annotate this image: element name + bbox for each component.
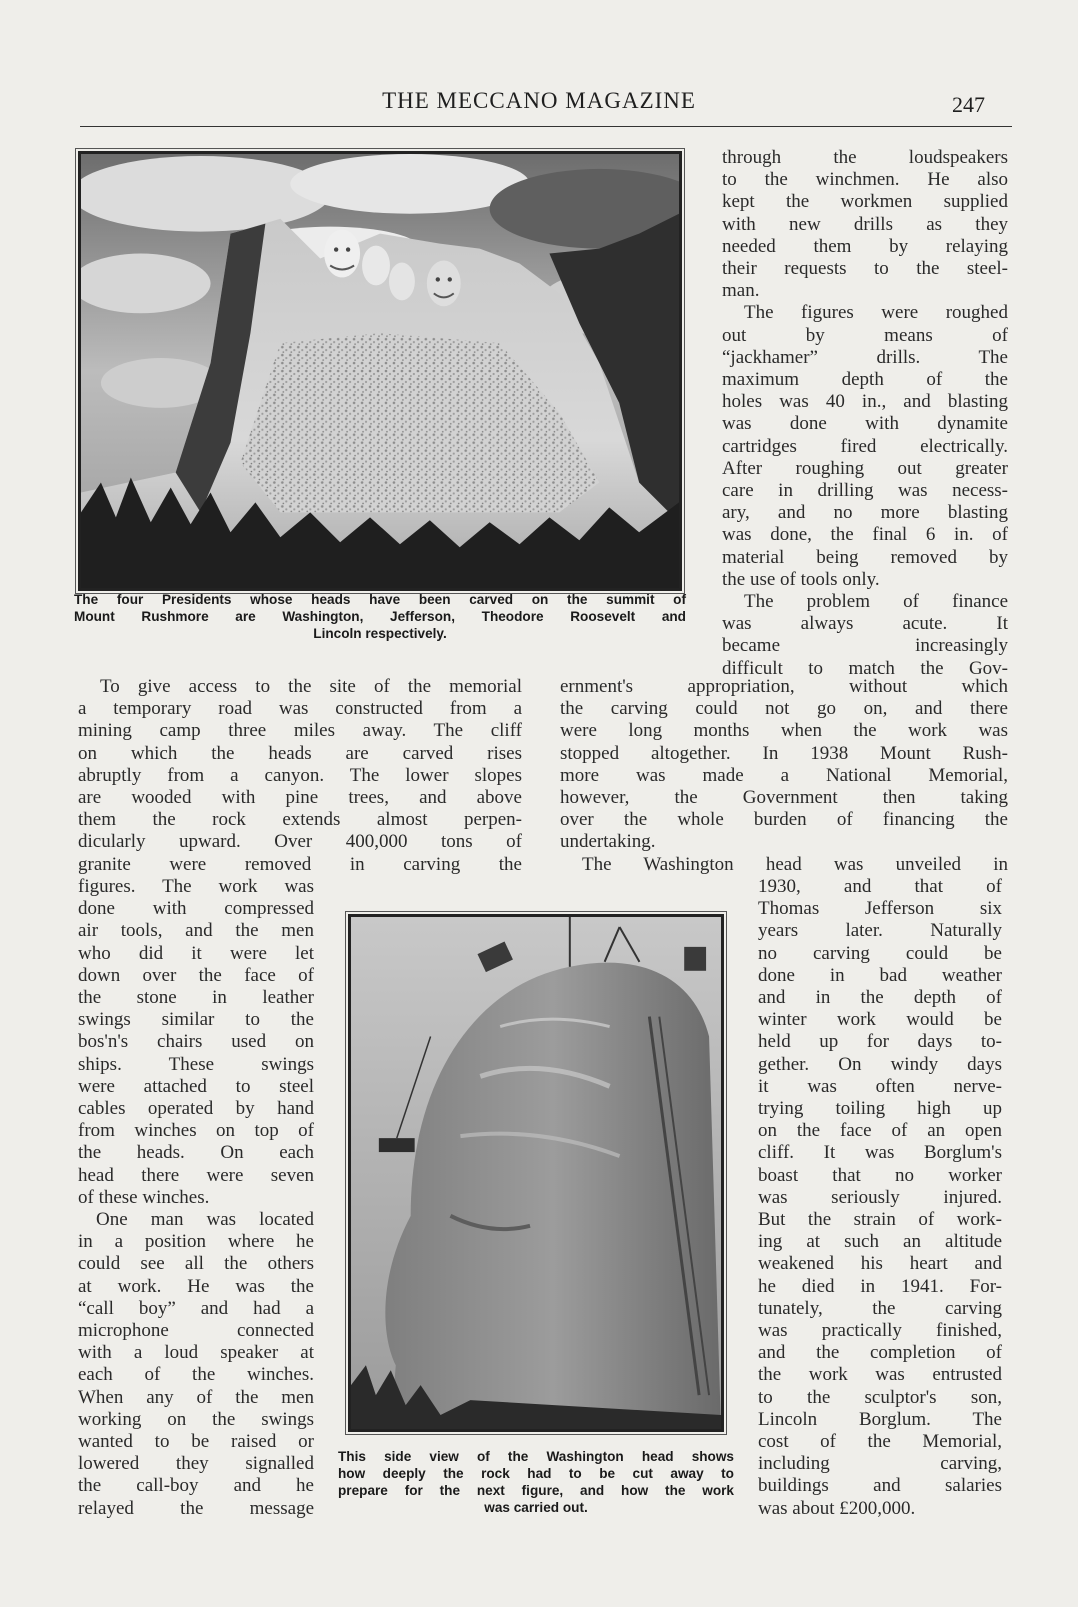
text-line: cables operated by hand — [78, 1098, 314, 1120]
text-line: difficult to match the Gov- — [722, 657, 1008, 679]
text-line: mining camp three miles away. The cliff — [78, 720, 522, 742]
magazine-title: THE MECCANO MAGAZINE — [382, 88, 696, 113]
text-line: 1930, and that of — [758, 876, 1002, 897]
text-line: and in the depth of — [758, 987, 1002, 1009]
text-line: to the sculptor's son, — [758, 1386, 1002, 1408]
caption-line: how deeply the rock had to be cut away to — [338, 1466, 734, 1481]
text-line: The Washington head was unveiled in — [582, 853, 1008, 875]
text-line: maximum depth of the — [722, 369, 1008, 391]
text-line: were long months when the work was — [560, 720, 1008, 742]
text-line: gether. On windy days — [758, 1053, 1002, 1075]
text-line: were attached to steel — [78, 1075, 314, 1097]
text-line: One man was located — [96, 1209, 314, 1231]
text-line: the stone in leather — [78, 987, 314, 1009]
text-line: was seriously injured. — [758, 1186, 1002, 1208]
text-line: the work was entrusted — [758, 1364, 1002, 1386]
text-line: the carving could not go on, and there — [560, 698, 1008, 720]
mount-rushmore-photo-drawing — [81, 154, 679, 588]
text-line: out by means of — [722, 324, 1008, 346]
text-line: over the whole burden of financing the — [560, 809, 1008, 831]
text-line: was done, the final 6 in. of — [722, 524, 1008, 546]
mount-rushmore-photo — [78, 151, 682, 591]
caption-line: was carried out. — [484, 1500, 588, 1515]
text-line: microphone connected — [78, 1320, 314, 1342]
caption-line: Mount Rushmore are Washington, Jefferson, Theodore Roosevelt and — [74, 609, 686, 624]
text-line: abruptly from a canyon. The lower slopes — [78, 764, 522, 786]
text-line: was about £200,000. — [758, 1497, 916, 1519]
text-line: no carving could be — [758, 942, 1002, 964]
text-line: done with compressed — [78, 898, 314, 920]
text-line: buildings and salaries — [758, 1475, 1002, 1497]
text-line: head there were seven — [78, 1164, 314, 1186]
top-photo-caption — [74, 591, 686, 642]
text-line: man. — [722, 280, 760, 302]
text-line: cartridges fired electrically. — [722, 435, 1008, 457]
text-line: When any of the men — [78, 1386, 314, 1408]
text-line: on the face of an open — [758, 1120, 1002, 1142]
text-line: kept the workmen supplied — [722, 191, 1008, 213]
text-line: ships. These swings — [78, 1053, 314, 1075]
text-line: cost of the Memorial, — [758, 1431, 1002, 1453]
text-line: are wooded with pine trees, and above — [78, 787, 522, 809]
text-line: working on the swings — [78, 1408, 314, 1430]
text-line: cliff. It was Borglum's — [758, 1142, 1002, 1164]
text-line: bos'n's chairs used on — [78, 1031, 314, 1053]
text-line: winter work would be — [758, 1009, 1002, 1031]
text-line: After roughing out greater — [722, 457, 1008, 479]
text-line: each of the winches. — [78, 1364, 314, 1386]
text-line: Thomas Jefferson six — [758, 898, 1002, 920]
right-column-lower — [758, 876, 1002, 1520]
text-line: including carving, — [758, 1453, 1002, 1475]
text-line: who did it were let — [78, 942, 314, 964]
text-line: care in drilling was necess- — [722, 480, 1008, 502]
caption-line: Lincoln respectively. — [313, 626, 447, 641]
text-line: The figures were roughed — [744, 302, 1008, 324]
text-line: became increasingly — [722, 635, 1008, 657]
text-line: material being removed by — [722, 546, 1008, 568]
text-line: dicularly upward. Over 400,000 tons of — [78, 831, 522, 853]
text-line: he died in 1941. For- — [758, 1275, 1002, 1297]
text-line: their requests to the steel- — [722, 258, 1008, 280]
page-number: 247 — [952, 92, 985, 117]
caption-line: prepare for the next figure, and how the work — [338, 1483, 734, 1498]
text-line: needed them by relaying — [722, 235, 1008, 257]
text-line: more was made a National Memorial, — [560, 764, 1008, 786]
text-line: To give access to the site of the memorial — [100, 676, 522, 697]
text-line: the call-boy and he — [78, 1475, 314, 1497]
text-line: granite were removed in carving the — [78, 853, 522, 875]
text-line: through the loudspeakers — [722, 147, 1008, 168]
text-line: relayed the message — [78, 1497, 314, 1519]
bottom-photo-caption — [338, 1448, 734, 1516]
text-line: trying toiling high up — [758, 1098, 1002, 1120]
text-line: the heads. On each — [78, 1142, 314, 1164]
text-line: lowered they signalled — [78, 1453, 314, 1475]
caption-line: This side view of the Washington head shows — [338, 1449, 734, 1464]
washington-head-photo — [348, 914, 724, 1432]
right-column-middle — [560, 676, 1008, 876]
text-line: was practically finished, — [758, 1320, 1002, 1342]
right-column-top — [722, 147, 1008, 680]
text-line: air tools, and the men — [78, 920, 314, 942]
left-column-lower — [78, 876, 314, 1520]
text-line: tunately, the carving — [758, 1297, 1002, 1319]
text-line: from winches on top of — [78, 1120, 314, 1142]
text-line: with a loud speaker at — [78, 1342, 314, 1364]
text-line: undertaking. — [560, 831, 656, 853]
text-line: and the completion of — [758, 1342, 1002, 1364]
text-line: ernment's appropriation, without which — [560, 676, 1008, 697]
text-line: on which the heads are carved rises — [78, 742, 522, 764]
text-line: down over the face of — [78, 964, 314, 986]
text-line: holes was 40 in., and blasting — [722, 391, 1008, 413]
text-line: years later. Naturally — [758, 920, 1002, 942]
text-line: “call boy” and had a — [78, 1297, 314, 1319]
text-line: to the winchmen. He also — [722, 169, 1008, 191]
text-line: held up for days to- — [758, 1031, 1002, 1053]
header-rule — [80, 126, 1012, 127]
text-line: But the strain of work- — [758, 1209, 1002, 1231]
text-line: could see all the others — [78, 1253, 314, 1275]
text-line: a temporary road was constructed from a — [78, 698, 522, 720]
text-line: ing at such an altitude — [758, 1231, 1002, 1253]
text-line: weakened his heart and — [758, 1253, 1002, 1275]
text-line: however, the Government then taking — [560, 787, 1008, 809]
text-line: stopped altogether. In 1938 Mount Rush- — [560, 742, 1008, 764]
text-line: boast that no worker — [758, 1164, 1002, 1186]
text-line: was always acute. It — [722, 613, 1008, 635]
text-line: the use of tools only. — [722, 568, 880, 590]
text-line: it was often nerve- — [758, 1075, 1002, 1097]
text-line: Lincoln Borglum. The — [758, 1408, 1002, 1430]
text-line: The problem of finance — [744, 591, 1008, 613]
text-line: ary, and no more blasting — [722, 502, 1008, 524]
text-line: was done with dynamite — [722, 413, 1008, 435]
caption-line: The four Presidents whose heads have been carved on the summit of — [74, 592, 686, 607]
washington-head-photo-drawing — [351, 917, 721, 1429]
text-line: them the rock extends almost perpen- — [78, 809, 522, 831]
text-line: wanted to be raised or — [78, 1431, 314, 1453]
text-line: done in bad weather — [758, 964, 1002, 986]
text-line: “jackhamer” drills. The — [722, 346, 1008, 368]
text-line: of these winches. — [78, 1186, 210, 1208]
text-line: in a position where he — [78, 1231, 314, 1253]
text-line: swings similar to the — [78, 1009, 314, 1031]
text-line: at work. He was the — [78, 1275, 314, 1297]
text-line: with new drills as they — [722, 213, 1008, 235]
left-column-upper — [78, 676, 522, 876]
text-line: figures. The work was — [78, 876, 314, 897]
